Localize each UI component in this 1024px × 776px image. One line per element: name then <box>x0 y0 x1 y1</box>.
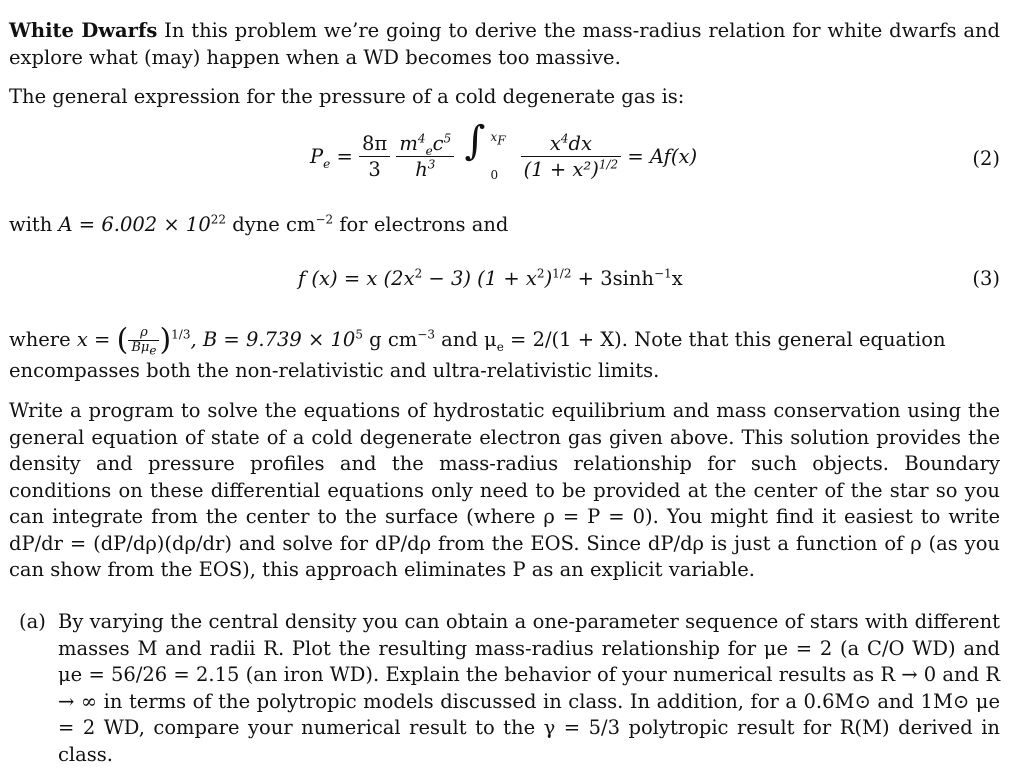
eq2-coef-den: 3 <box>368 158 381 181</box>
x-frac-num: ρ <box>128 326 159 341</box>
eq2-h: h <box>415 158 428 181</box>
eq2-integrand-den: (1 + x²) <box>523 158 599 181</box>
eq2-mass-frac <box>396 132 454 183</box>
eq2-c: c <box>432 132 444 155</box>
mu-e-sub: e <box>496 339 504 354</box>
eq3-tail: + 3sinh <box>571 267 654 290</box>
x-fraction <box>128 325 159 358</box>
b-constant: , B = 9.739 × 10 <box>190 328 356 351</box>
x-frac-den-sub: e <box>149 343 157 358</box>
eq2-mass-sub: e <box>425 143 433 158</box>
a-units: dyne cm <box>226 213 316 236</box>
eq2-lhs: P <box>310 145 324 168</box>
eq2-integrand-sup: 4 <box>560 131 569 146</box>
eq2-coef-num: 8π <box>359 132 390 157</box>
eq3-mid: − 3) (1 + x <box>422 267 537 290</box>
equation-3 <box>0 262 1024 298</box>
integral-sign: ∫ $x_F$ 0 <box>460 138 500 178</box>
with-suffix: for electrons and <box>333 213 509 236</box>
b-exponent: 5 <box>355 327 363 342</box>
eq3-tail-sup: −1 <box>654 266 672 281</box>
where-prefix: where <box>9 328 77 351</box>
eq2-mass-sup: 4 <box>417 131 426 146</box>
equation-2: $P_e$ = $\frac{8\pi}{3}$ $\frac{m^4_ec^5}{h^3}$ ∫ $x_F$ 0 $\frac{x^4dx}{(1 + x^2)^{1/2}}$ = Af(x) (2) <box>0 128 1024 198</box>
eq2-int-upper-sub: F <box>497 132 506 147</box>
eq2-integrand <box>521 132 622 183</box>
equation-number-3: (3) <box>972 267 1000 290</box>
eq2-int-upper: x <box>490 129 498 144</box>
eq2-c-sup: 5 <box>443 131 452 146</box>
x-frac-den: Bμ <box>131 340 150 355</box>
with-line <box>9 212 1000 239</box>
equation-number-2: (2) <box>972 147 1000 170</box>
intro-paragraph <box>9 18 1000 71</box>
eq3-lhs: f (x) = x (2x <box>298 267 415 290</box>
mu-e: and μ <box>434 328 497 351</box>
mu-e-definition: = 2/(1 + X). Note that this general equation <box>503 328 946 351</box>
a-units-exp: −2 <box>315 212 334 227</box>
a-constant: A = 6.002 × 10 <box>58 213 211 236</box>
section-heading: White Dwarfs <box>9 19 158 42</box>
eq2-integrand-num: x <box>549 132 561 155</box>
eq2-int-lower: 0 <box>490 167 499 182</box>
part-a-text: By varying the central density you can obtain a one-parameter sequence of stars with different masses M and radii R. Plot the resulting mass-radius relationship for μe = 2 (a C/O WD) and μe = 56/26 = 2.15 (an iron WD). Explain the behavior of your numerical results as R → 0 and R → ∞ in terms of the polytropic models discussed in class. In addition, for a 0.6M⊙ and 1M⊙ μe = 2 WD, compare your numerical result to the γ = 5/3 polytropic result for R(M) derived in class. <box>58 610 1000 766</box>
b-units: g cm <box>362 328 418 351</box>
where-line-2: encompasses both the non-relativistic and ultra-relativistic limits. <box>9 359 660 382</box>
eq2-coef <box>359 132 390 183</box>
eq2-integrand-den-sup: 1/2 <box>598 157 619 172</box>
eq2-h-sup: 3 <box>427 157 436 172</box>
eq3-mid-close: ) <box>544 267 553 290</box>
with-prefix: with <box>9 213 59 236</box>
eq3-mid-sup: 2 <box>536 266 545 281</box>
a-exponent: 22 <box>210 212 227 227</box>
general-expression-text: The general expression for the pressure of a cold degenerate gas is: <box>9 85 685 108</box>
intro-text: In this problem we’re going to derive the mass-radius relation for white dwarfs and explore what (may) happen when a WD becomes too massive. <box>9 19 1000 69</box>
eq3-mid-close-sup: 1/2 <box>552 266 572 281</box>
eq2-mass: m <box>399 132 418 155</box>
x-definition: x = <box>76 328 111 351</box>
eq3-lhs-sup: 2 <box>414 266 423 281</box>
eq3-tail-end: x <box>671 267 683 290</box>
eq2-lhs-sub: e <box>323 156 331 171</box>
b-units-exp: −3 <box>417 327 435 342</box>
part-a-label: (a) <box>19 610 46 633</box>
program-paragraph: Write a program to solve the equations of hydrostatic equilibrium and mass conservation using the general equation of state of a cold degenerate electron gas given above. This solution provides the density and pressure profiles and the mass-radius relationship for such objects. Boundary conditions on these differential equations only need to be provided at the center of the star so you can integrate from the center to the surface (where ρ = P = 0). You might find it easiest to write dP/dr = (dP/dρ)(dρ/dr) and solve for dP/dρ from the EOS. Since dP/dρ is just a function of ρ (as you can show from the EOS), this approach eliminates P as an explicit variable. <box>9 399 1000 581</box>
x-exponent: 1/3 <box>171 327 191 342</box>
where-paragraph: where x = ( $\frac{\rho}{B\mu_e}$ )$^{1/3}$, $B = 9.739 \times 10^5$ g $cm^{-3}$ and $\mu_e = 2/(1 + X)$. Note that this general equation encompasses both the non-relativistic and ultra-relativistic limits. <box>9 322 1000 385</box>
eq2-rhs: = Af(x) <box>627 145 698 168</box>
eq2-integrand-dx: dx <box>568 132 592 155</box>
